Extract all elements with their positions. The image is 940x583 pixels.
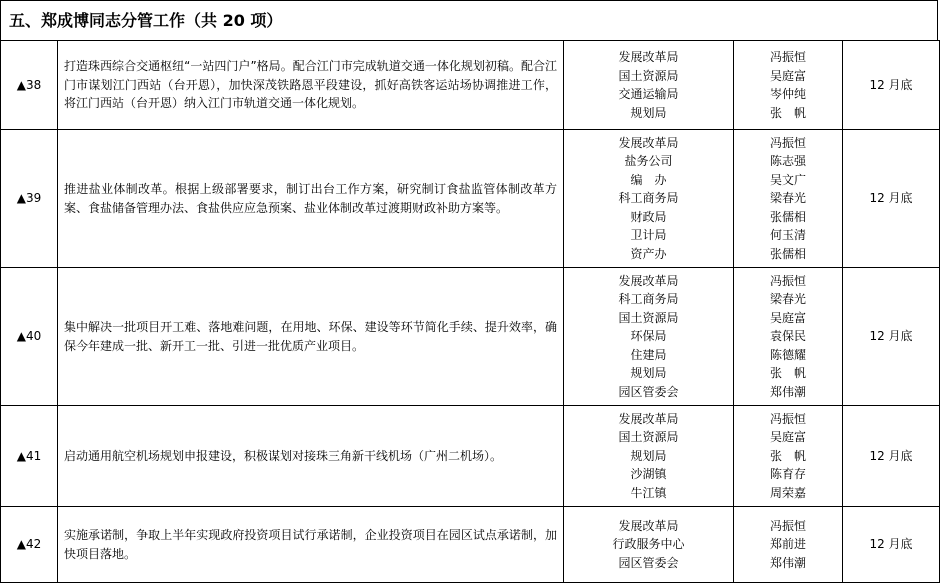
person-name: 张儒相 <box>769 209 806 224</box>
person-name: 张 帆 <box>769 105 806 120</box>
department-name: 牛江镇 <box>630 485 667 500</box>
department-name: 行政服务中心 <box>612 537 685 552</box>
person-name: 冯振恒 <box>769 135 806 150</box>
person-name: 冯振恒 <box>769 50 806 64</box>
person-name: 冯振恒 <box>769 518 806 533</box>
deadline: 12 月底 <box>843 507 940 583</box>
deadline: 12 月底 <box>843 41 940 130</box>
person-name: 陈德耀 <box>769 347 806 362</box>
person-name: 吴庭富 <box>769 310 806 325</box>
table-row <box>1 406 940 507</box>
person-name: 吴文广 <box>769 172 806 187</box>
person-name: 梁春光 <box>769 292 806 307</box>
department-name: 环保局 <box>630 329 667 344</box>
item-number: ▲42 <box>1 507 58 583</box>
person-name: 郑伟潮 <box>769 384 806 399</box>
responsible-persons <box>734 507 843 583</box>
department-name: 国土资源局 <box>618 310 679 325</box>
table-row <box>1 130 940 268</box>
department-name: 规划局 <box>630 448 667 463</box>
responsible-departments <box>564 507 734 583</box>
department-name: 编 办 <box>630 172 667 187</box>
person-name: 郑前进 <box>769 537 806 552</box>
department-name: 资产办 <box>630 246 667 261</box>
person-name: 吴庭富 <box>769 68 806 83</box>
responsible-persons <box>734 268 843 406</box>
department-name: 科工商务局 <box>618 292 679 307</box>
department-name: 发展改革局 <box>618 50 679 64</box>
person-name: 袁保民 <box>769 329 806 344</box>
task-description: 启动通用航空机场规划申报建设，积极谋划对接珠三角新干线机场（广州二机场）。 <box>58 406 564 507</box>
person-name: 冯振恒 <box>769 411 806 426</box>
department-name: 国土资源局 <box>618 430 679 445</box>
department-name: 规划局 <box>630 105 667 120</box>
department-name: 园区管委会 <box>618 555 679 570</box>
section-title: 五、郑成博同志分管工作（共 20 项） <box>0 0 938 40</box>
department-name: 交通运输局 <box>618 87 679 101</box>
deadline: 12 月底 <box>843 406 940 507</box>
person-name: 何玉清 <box>769 228 806 243</box>
task-description: 打造珠西综合交通枢纽“一站四门户”格局。配合江门市完成轨道交通一体化规划初稿。配合江门市谋划江门西站（台开恩），加快深茂铁路恩平段建设，抓好高铁客运站场协调推进工作，将江门西站（台开恩）纳入江门市轨道交通一体化规划。 <box>58 41 564 130</box>
person-name: 梁春光 <box>769 191 806 206</box>
person-name: 冯振恒 <box>769 273 806 288</box>
responsible-persons <box>734 130 843 268</box>
department-name: 发展改革局 <box>618 518 679 533</box>
department-name: 园区管委会 <box>618 384 679 399</box>
department-name: 规划局 <box>630 366 667 381</box>
responsible-departments <box>564 406 734 507</box>
person-name: 张 帆 <box>769 366 806 381</box>
department-name: 科工商务局 <box>618 191 679 206</box>
department-name: 发展改革局 <box>618 411 679 426</box>
item-number: ▲39 <box>1 130 58 268</box>
department-name: 发展改革局 <box>618 273 679 288</box>
department-name: 住建局 <box>630 347 667 362</box>
person-name: 岑仲纯 <box>769 87 806 101</box>
person-name: 周荣嘉 <box>769 485 806 500</box>
person-name: 张儒相 <box>769 246 806 261</box>
responsible-departments <box>564 268 734 406</box>
person-name: 陈育存 <box>769 467 806 482</box>
department-name: 卫计局 <box>630 228 667 243</box>
person-name: 陈志强 <box>769 154 806 169</box>
item-number: ▲38 <box>1 41 58 130</box>
department-name: 盐务公司 <box>624 154 673 169</box>
responsible-persons <box>734 41 843 130</box>
person-name: 郑伟潮 <box>769 555 806 570</box>
deadline: 12 月底 <box>843 130 940 268</box>
item-number: ▲40 <box>1 268 58 406</box>
person-name: 吴庭富 <box>769 430 806 445</box>
department-name: 沙湖镇 <box>630 467 667 482</box>
department-name: 国土资源局 <box>618 68 679 83</box>
table-row <box>1 268 940 406</box>
department-name: 财政局 <box>630 209 667 224</box>
table-row <box>1 41 940 130</box>
department-name: 发展改革局 <box>618 135 679 150</box>
task-description: 实施承诺制，争取上半年实现政府投资项目试行承诺制，企业投资项目在园区试点承诺制，加快项目落地。 <box>58 507 564 583</box>
item-number: ▲41 <box>1 406 58 507</box>
responsible-persons <box>734 406 843 507</box>
task-description: 集中解决一批项目开工难、落地难问题，在用地、环保、建设等环节简化手续、提升效率，确保今年建成一批、新开工一批、引进一批优质产业项目。 <box>58 268 564 406</box>
responsible-departments <box>564 130 734 268</box>
deadline: 12 月底 <box>843 268 940 406</box>
task-description: 推进盐业体制改革。根据上级部署要求，制订出台工作方案，研究制订食盐监管体制改革方案、食盐储备管理办法、食盐供应应急预案、盐业体制改革过渡期财政补助方案等。 <box>58 130 564 268</box>
table-row <box>1 507 940 583</box>
responsible-departments <box>564 41 734 130</box>
person-name: 张 帆 <box>769 448 806 463</box>
task-table <box>0 40 940 583</box>
